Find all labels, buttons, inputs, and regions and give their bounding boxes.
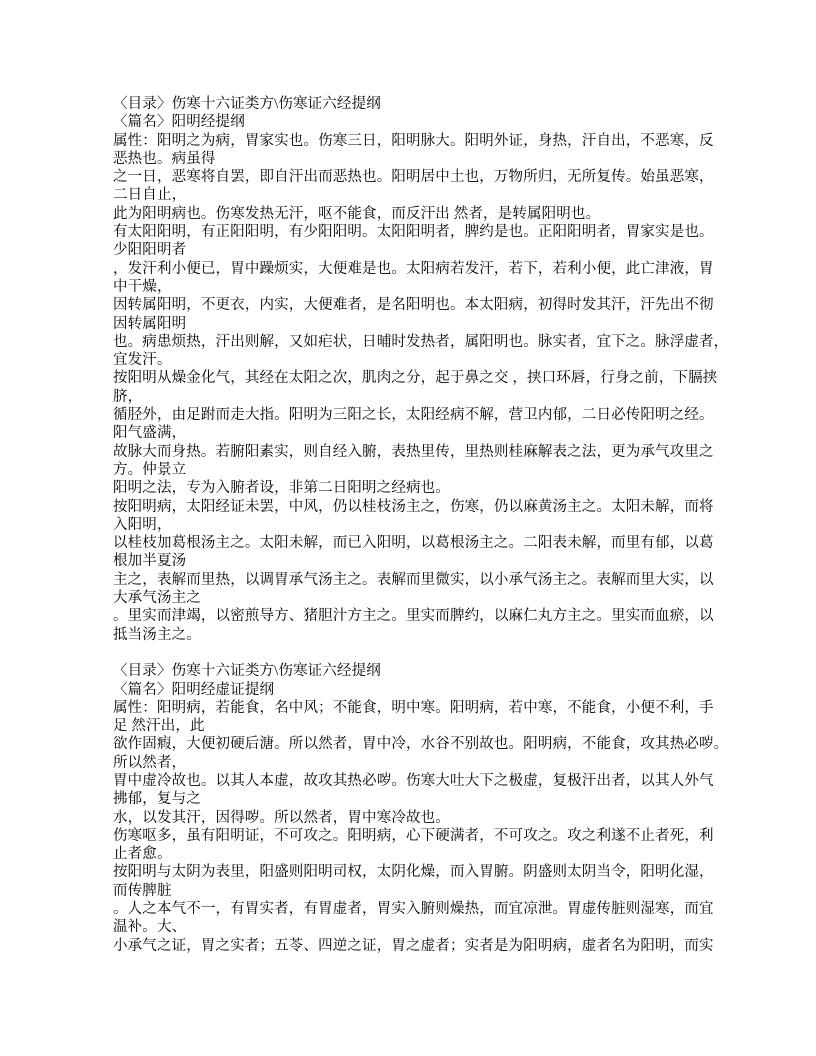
text-line: 有太阳阳明，有正阳阳明，有少阳阳明。太阳阳明者，脾约是也。正阳阳明者，胃家实是也。	[113, 224, 714, 241]
catalog-header-line: 〈目录〉伤寒十六证类方\伤寒证六经提纲	[113, 663, 381, 680]
text-line: 故脉大而身热。若腑阳素实，则自经入腑，表热里传，里热则桂麻解表之法，更为承气攻里之	[113, 443, 714, 460]
text-line: 止者愈。	[113, 846, 172, 863]
text-line: 小承气之证，胃之实者；五苓、四逆之证，胃之虚者；实者是为阳明病，虚者名为阳明，而实	[113, 937, 714, 954]
text-line: 此为阳明病也。伤寒发热无汗，呕不能食，而反汗出 然者，是转属阳明也。	[113, 205, 601, 222]
text-line: 足 然汗出，此	[113, 718, 205, 735]
text-line: 以桂枝加葛根汤主之。太阳未解，而已入阳明，以葛根汤主之。二阳表未解，而里有郁，以葛	[113, 535, 714, 552]
text-line: 属性：阳明之为病，胃家实也。伤寒三日，阳明脉大。阳明外证，身热，汗自出，不恶寒，反	[113, 132, 714, 149]
text-line: 水，以发其汗，因得哕。所以然者，胃中寒冷故也。	[113, 809, 450, 826]
section-title-line: 〈篇名〉阳明经虚证提纲	[113, 681, 275, 698]
text-line: 宜发汗。	[113, 352, 172, 369]
text-line: 伤寒呕多，虽有阳明证，不可攻之。阳明病，心下硬满者，不可攻之。攻之利遂不止者死，利	[113, 827, 714, 844]
text-line: 根加半夏汤	[113, 553, 187, 570]
text-line: 阳明之法，专为入腑者设，非第二日阳明之经病也。	[113, 480, 450, 497]
document-page	[113, 95, 773, 955]
text-line: 。人之本气不一，有胃实者，有胃虚者，胃实入腑则燥热，而宜凉泄。胃虚传脏则湿寒，而宜	[113, 901, 714, 918]
text-line: 温补。大、	[113, 919, 187, 936]
text-line: 入阳明，	[113, 516, 172, 533]
text-line: 阳气盛满，	[113, 425, 187, 442]
text-line: 循胫外，由足跗而走大指。阳明为三阳之长，太阳经病不解，营卫内郁，二日必传阳明之经。	[113, 407, 714, 424]
text-line: 因转属阳明，不更衣，内实，大便难者，是名阳明也。本太阳病，初得时发其汗，汗先出不彻	[113, 297, 714, 314]
text-line: 主之，表解而里热，以调胃承气汤主之。表解而里微实，以小承气汤主之。表解而里大实，以	[113, 571, 714, 588]
text-line: 所以然者，	[113, 754, 187, 771]
text-line: 也。病患烦热，汗出则解，又如疟状，日晡时发热者，属阳明也。脉实者，宜下之。脉浮虚者，	[113, 333, 729, 350]
document-section	[113, 662, 773, 955]
text-line: 按阳明从燥金化气，其经在太阳之次，肌肉之分，起于鼻之交 ，挟口环唇，行身之前，下膈挟	[113, 370, 718, 387]
text-line: 之一日，恶寒将自罢，即自汗出而恶热也。阳明居中土也，万物所归，无所复传。始虽恶寒，	[113, 169, 714, 186]
text-line: 而传脾脏	[113, 882, 172, 899]
text-line: 属性：阳明病，若能食，名中风；不能食，明中寒。阳明病，若中寒，不能食，小便不利，手	[113, 699, 714, 716]
text-line: 胃中虚冷故也。以其人本虚，故攻其热必哕。伤寒大吐大下之极虚，复极汗出者，以其人外气	[113, 772, 714, 789]
text-line: 方。仲景立	[113, 461, 187, 478]
text-line: 二日自止，	[113, 187, 187, 204]
catalog-header-line: 〈目录〉伤寒十六证类方\伤寒证六经提纲	[113, 96, 381, 112]
text-line: 大承气汤主之	[113, 590, 201, 607]
text-line: 欲作固瘕，大便初硬后溏。所以然者，胃中冷，水谷不别故也。阳明病，不能食，攻其热必哕。	[113, 736, 729, 753]
text-line: ，发汗利小便已，胃中躁烦实，大便难是也。太阳病若发汗，若下，若利小便，此亡津液，胃	[113, 260, 714, 277]
text-line: 少阳阳明者	[113, 242, 187, 259]
text-line: 按阳明与太阴为表里，阳盛则阳明司权，太阴化燥，而入胃腑。阴盛则太阴当令，阳明化湿，	[113, 864, 714, 881]
text-line: 脐，	[113, 388, 143, 405]
text-line: 拂郁，复与之	[113, 791, 201, 808]
text-line: 。里实而津竭，以密煎导方、猪胆汁方主之。里实而脾约，以麻仁丸方主之。里实而血瘀，以	[113, 608, 714, 625]
document-section	[113, 95, 773, 644]
text-line: 因转属阳明	[113, 315, 187, 332]
section-title-line: 〈篇名〉阳明经提纲	[113, 114, 245, 131]
text-line: 按阳明病，太阳经证未罢，中风，仍以桂枝汤主之，伤寒，仍以麻黄汤主之。太阳未解，而将	[113, 498, 714, 515]
text-line: 中干燥，	[113, 278, 172, 295]
text-line: 抵当汤主之。	[113, 626, 201, 643]
text-line: 恶热也。病虽得	[113, 150, 216, 167]
document-body	[113, 95, 773, 955]
